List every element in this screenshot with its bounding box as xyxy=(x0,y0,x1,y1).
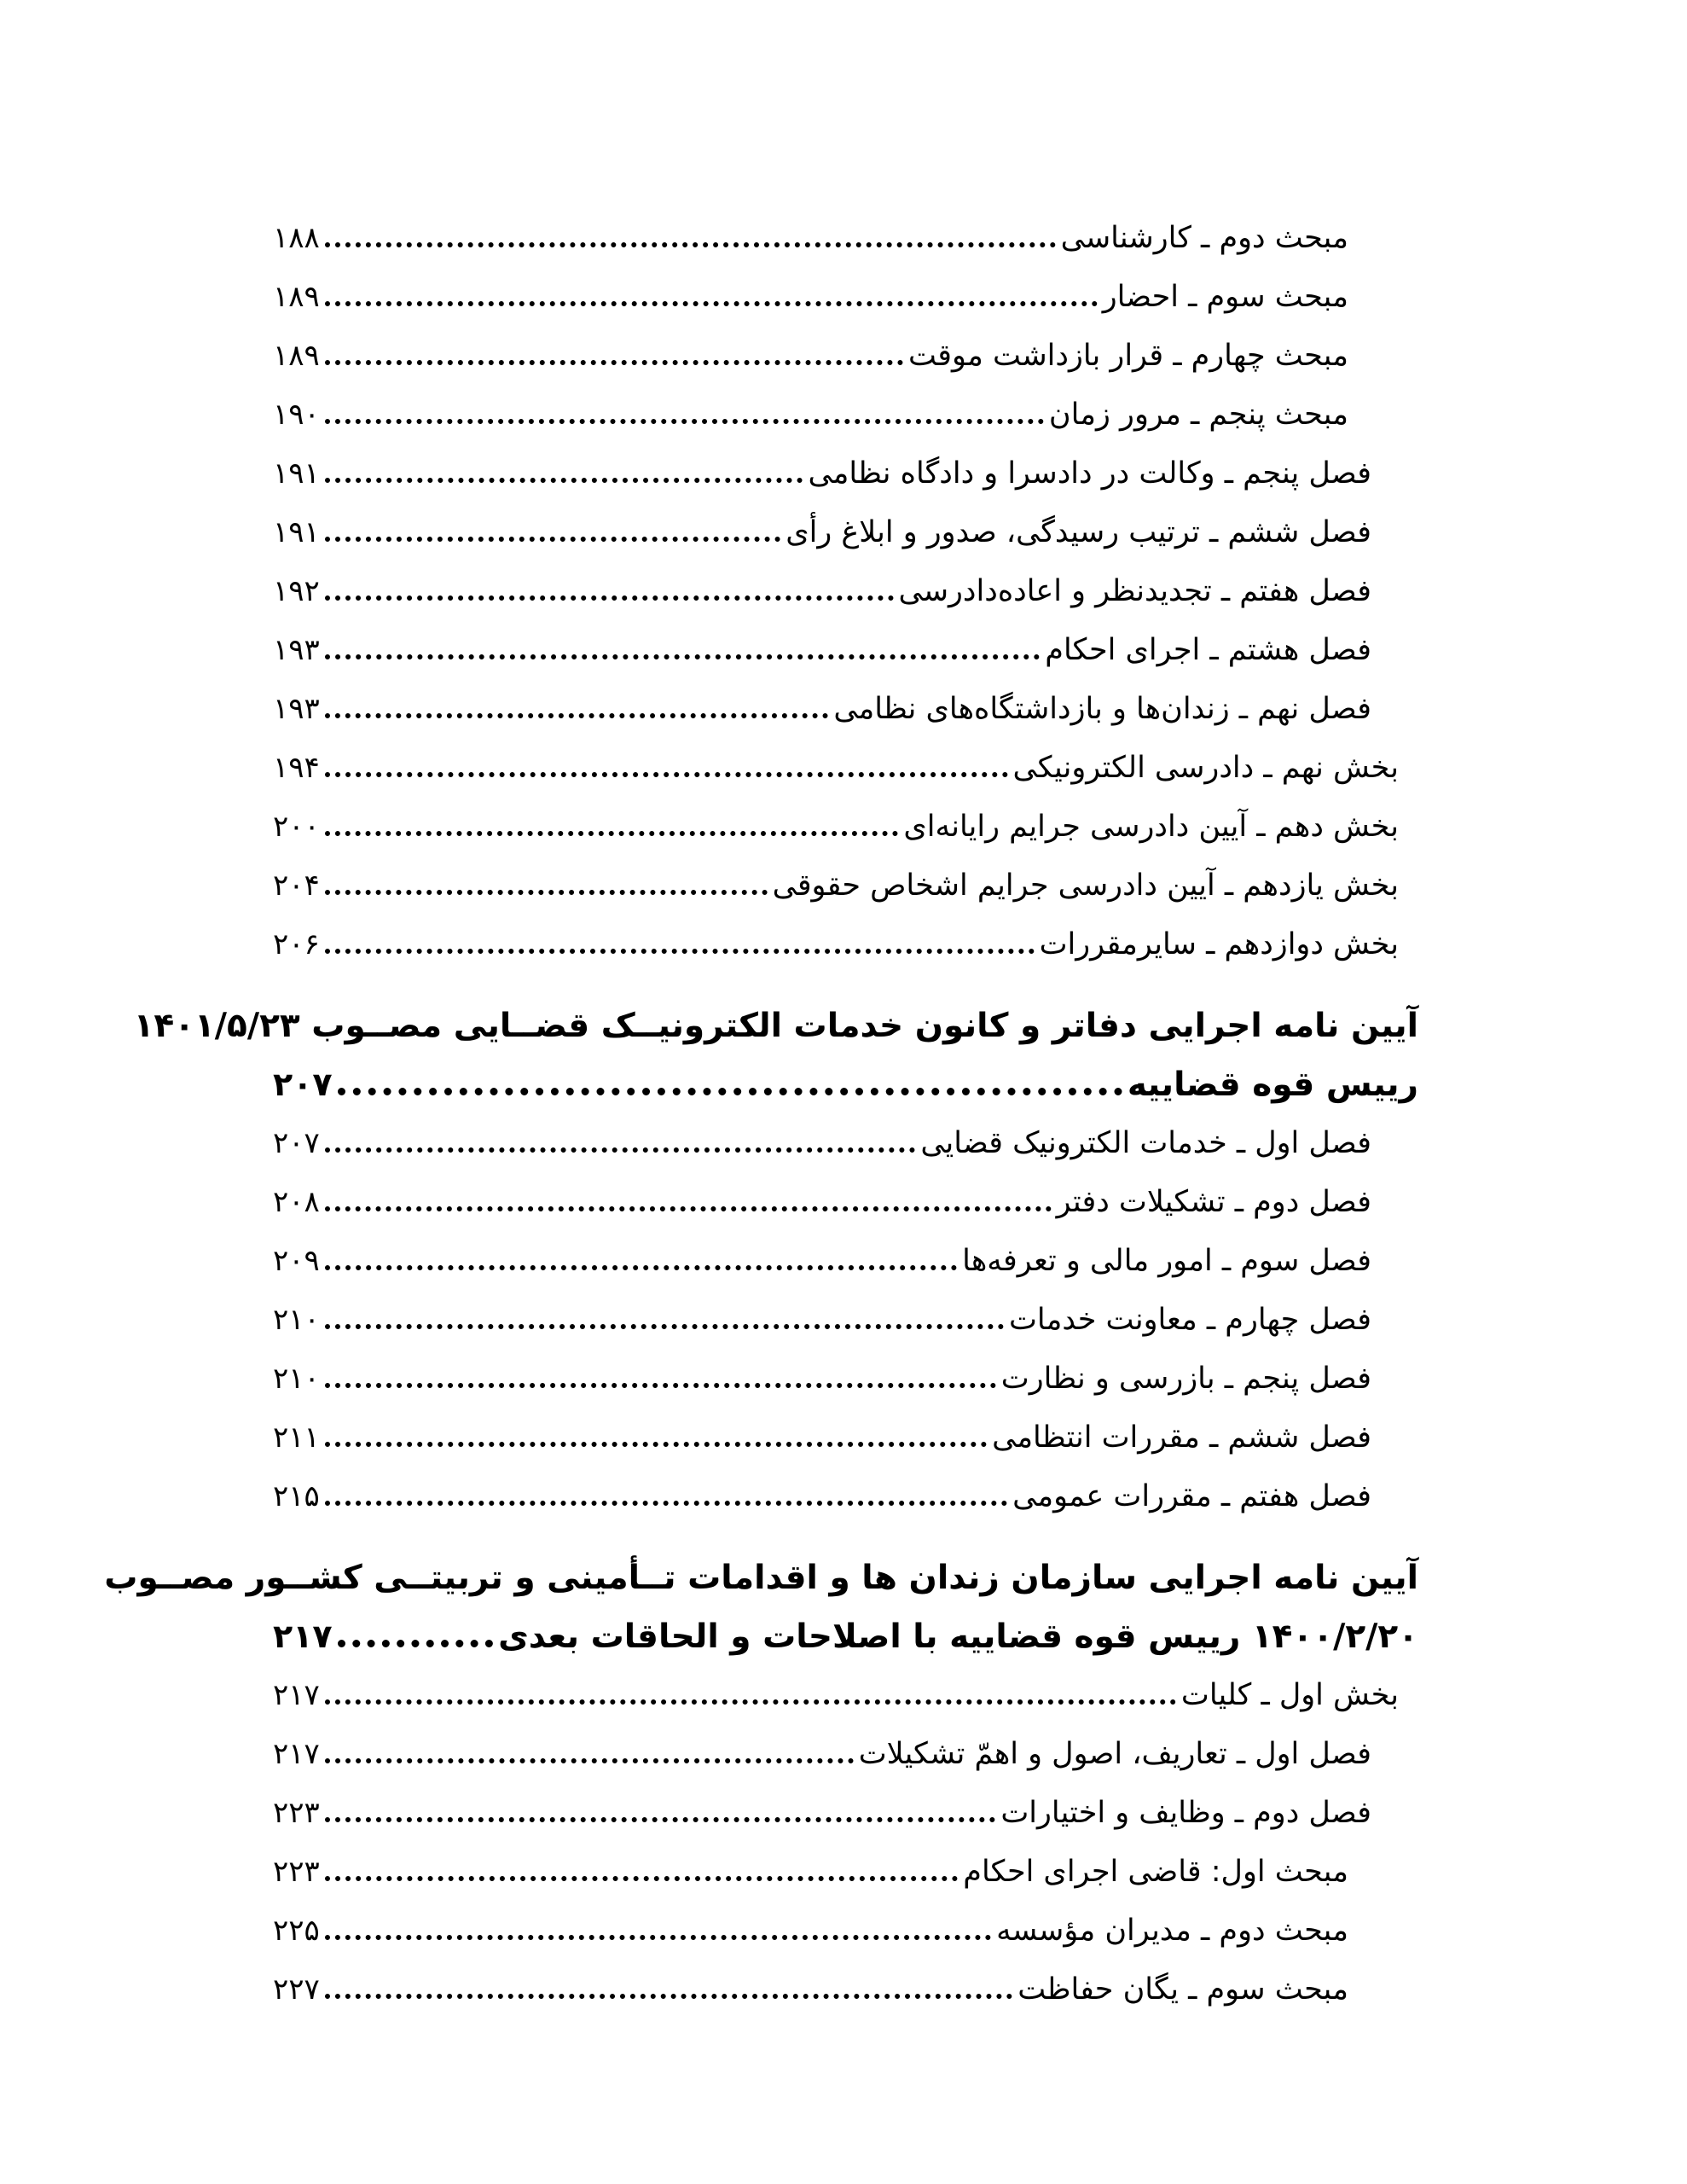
toc-entry-label: فصل دوم ـ تشکیلات دفتر xyxy=(1056,1185,1371,1219)
toc-entry xyxy=(273,386,1418,444)
dot-leader xyxy=(325,1383,996,1388)
dot-leader xyxy=(325,1817,996,1822)
toc-entry-label: مبحث سوم ـ یگان حفاظت xyxy=(1017,1972,1348,2007)
toc-entry-label: بخش اول ـ کلیات xyxy=(1180,1678,1399,1712)
page-number: ۲۱۷ xyxy=(273,1737,320,1771)
toc-entry xyxy=(273,1725,1418,1784)
dot-leader xyxy=(325,360,903,365)
toc-entry xyxy=(273,268,1418,327)
toc-entry-label: فصل اول ـ تعاریف، اصول و اهمّ تشکیلات xyxy=(858,1737,1371,1771)
dot-leader xyxy=(338,1640,493,1647)
page-number: ۱۹۳ xyxy=(273,692,320,726)
dot-leader xyxy=(325,242,1056,247)
toc-entry xyxy=(273,1173,1418,1232)
page-number: ۲۱۰ xyxy=(273,1303,320,1337)
page-number: ۲۰۸ xyxy=(273,1185,320,1219)
toc-entry-label: مبحث دوم ـ مدیران مؤسسه xyxy=(996,1914,1348,1948)
page-number: ۲۱۱ xyxy=(273,1420,320,1455)
toc-entry-label: فصل دوم ـ وظایف و اختیارات xyxy=(1000,1796,1371,1830)
dot-leader xyxy=(325,1442,987,1447)
dot-leader xyxy=(325,1876,958,1881)
toc-entry-label: مبحث سوم ـ احضار xyxy=(1102,280,1348,314)
dot-leader xyxy=(325,772,1008,777)
toc-entry-label: بخش دهم ـ آیین دادرسی جرایم رایانه‌ای xyxy=(903,810,1399,844)
dot-leader xyxy=(325,890,768,895)
toc-entry xyxy=(273,1467,1418,1526)
page-number: ۱۹۱ xyxy=(273,456,320,491)
toc-entry-label: فصل پنجم ـ وکالت در دادسرا و دادگاه نظامی xyxy=(808,456,1371,491)
toc-entry xyxy=(273,1232,1418,1291)
dot-leader xyxy=(325,1265,957,1270)
toc-entry-label: فصل هشتم ـ اجرای احکام xyxy=(1045,633,1371,667)
dot-leader xyxy=(325,301,1098,306)
toc-entry xyxy=(273,857,1418,915)
page-number: ۱۹۰ xyxy=(273,398,320,432)
page-number: ۲۰۰ xyxy=(273,810,320,844)
page-number: ۲۱۷ xyxy=(273,1678,320,1712)
dot-leader xyxy=(338,1088,1122,1095)
toc-entry xyxy=(273,209,1418,268)
dot-leader xyxy=(325,949,1035,954)
toc-entry xyxy=(273,1350,1418,1409)
section-heading-text: آیین نامه اجرایی دفاتر و کانون خدمات الکترونیــک قضــایی مصــوب ۱۴۰۱/۵/۲۳ xyxy=(133,1007,1418,1045)
page-number: ۱۹۴ xyxy=(273,751,320,785)
page-number: ۲۰۴ xyxy=(273,868,320,903)
page-number: ۲۰۹ xyxy=(273,1244,320,1278)
toc-entry xyxy=(273,798,1418,857)
toc-entry xyxy=(273,915,1418,974)
dot-leader xyxy=(325,1147,916,1153)
toc xyxy=(104,209,1418,2019)
section-heading-line xyxy=(273,1607,1418,1666)
dot-leader xyxy=(325,595,894,601)
page-number: ۱۸۹ xyxy=(273,339,320,373)
dot-leader xyxy=(325,1206,1052,1211)
toc-entry-label: بخش یازدهم ـ آیین دادرسی جرایم اشخاص حقوقی xyxy=(772,868,1399,903)
section-heading-line xyxy=(273,1055,1418,1114)
toc-entry-label: فصل هفتم ـ تجدیدنظر و اعاده‌دادرسی xyxy=(898,574,1371,608)
toc-entry xyxy=(273,680,1418,739)
toc-entry xyxy=(273,739,1418,798)
page-number: ۱۸۸ xyxy=(273,221,320,255)
toc-entry xyxy=(273,503,1418,562)
page-number: ۱۸۹ xyxy=(273,280,320,314)
dot-leader xyxy=(325,831,899,836)
dot-leader xyxy=(325,1699,1176,1705)
toc-entry-label: فصل ششم ـ ترتیب رسیدگی، صدور و ابلاغ رأی xyxy=(786,515,1371,549)
toc-entry-label: فصل چهارم ـ معاونت خدمات xyxy=(1008,1303,1371,1337)
dot-leader xyxy=(325,478,803,483)
toc-entry xyxy=(273,1784,1418,1843)
toc-entry xyxy=(273,444,1418,503)
dot-leader xyxy=(325,419,1044,424)
toc-entry xyxy=(273,1843,1418,1902)
dot-leader xyxy=(325,1935,991,1940)
page-number: ۲۱۰ xyxy=(273,1362,320,1396)
toc-entry-label: مبحث پنجم ـ مرور زمان xyxy=(1048,398,1348,432)
page-number: ۲۲۳ xyxy=(273,1855,320,1889)
toc-entry-label: بخش نهم ـ دادرسی الکترونیکی xyxy=(1012,751,1399,785)
section-heading-text: آیین نامه اجرایی سازمان زندان ها و اقدامات تــأمینی و تربیتــی کشــور مصــوب xyxy=(104,1559,1418,1597)
toc-entry xyxy=(273,327,1418,386)
page-number: ۲۲۳ xyxy=(273,1796,320,1830)
dot-leader xyxy=(325,654,1041,659)
toc-entry xyxy=(273,1114,1418,1173)
toc-entry xyxy=(273,621,1418,680)
toc-entry-label: بخش دوازدهم ـ سایرمقررات xyxy=(1039,927,1399,961)
section-heading-line xyxy=(104,1548,1418,1607)
page-number: ۲۰۷ xyxy=(273,1126,320,1160)
toc-entry-label: فصل اول ـ خدمات الکترونیک قضایی xyxy=(920,1126,1371,1160)
toc-entry-label: مبحث دوم ـ کارشناسی xyxy=(1060,221,1348,255)
toc-entry-label: فصل هفتم ـ مقررات عمومی xyxy=(1012,1479,1371,1513)
page-number: ۲۱۵ xyxy=(273,1479,320,1513)
toc-entry-label: فصل سوم ـ امور مالی و تعرفه‌ها xyxy=(962,1244,1371,1278)
toc-entry xyxy=(273,562,1418,621)
section-heading-line xyxy=(133,996,1418,1055)
page-number: ۱۹۱ xyxy=(273,515,320,549)
page-number: ۲۲۷ xyxy=(273,1972,320,2007)
page-number: ۲۱۷ xyxy=(273,1618,333,1655)
toc-entry-label: فصل پنجم ـ بازرسی و نظارت xyxy=(1000,1362,1371,1396)
dot-leader xyxy=(325,1501,1007,1506)
section-heading-text: ۱۴۰۰/۲/۲۰ رییس قوه قضاییه با اصلاحات و الحاقات بعدی xyxy=(498,1618,1418,1656)
page-number: ۲۰۷ xyxy=(273,1066,333,1103)
page-number: ۱۹۳ xyxy=(273,633,320,667)
toc-entry-label: فصل نهم ـ زندان‌ها و بازداشتگاه‌های نظامی xyxy=(833,692,1371,726)
page-number: ۲۲۵ xyxy=(273,1914,320,1948)
toc-entry xyxy=(273,1409,1418,1467)
dot-leader xyxy=(325,537,780,542)
toc-entry xyxy=(273,1960,1418,2019)
page-number: ۲۰۶ xyxy=(273,927,320,961)
toc-entry xyxy=(273,1902,1418,1960)
dot-leader xyxy=(325,713,829,718)
toc-entry xyxy=(273,1666,1418,1725)
toc-entry xyxy=(273,1291,1418,1350)
toc-entry-label: فصل ششم ـ مقررات انتظامی xyxy=(992,1420,1371,1455)
dot-leader xyxy=(325,1994,1012,1999)
toc-entry-label: مبحث چهارم ـ قرار بازداشت موقت xyxy=(907,339,1348,373)
toc-entry-label: مبحث اول: قاضی اجرای احکام xyxy=(963,1855,1348,1889)
dot-leader xyxy=(325,1758,854,1763)
page-number: ۱۹۲ xyxy=(273,574,320,608)
dot-leader xyxy=(325,1324,1004,1329)
section-heading-text: رییس قوه قضاییه xyxy=(1127,1066,1418,1104)
